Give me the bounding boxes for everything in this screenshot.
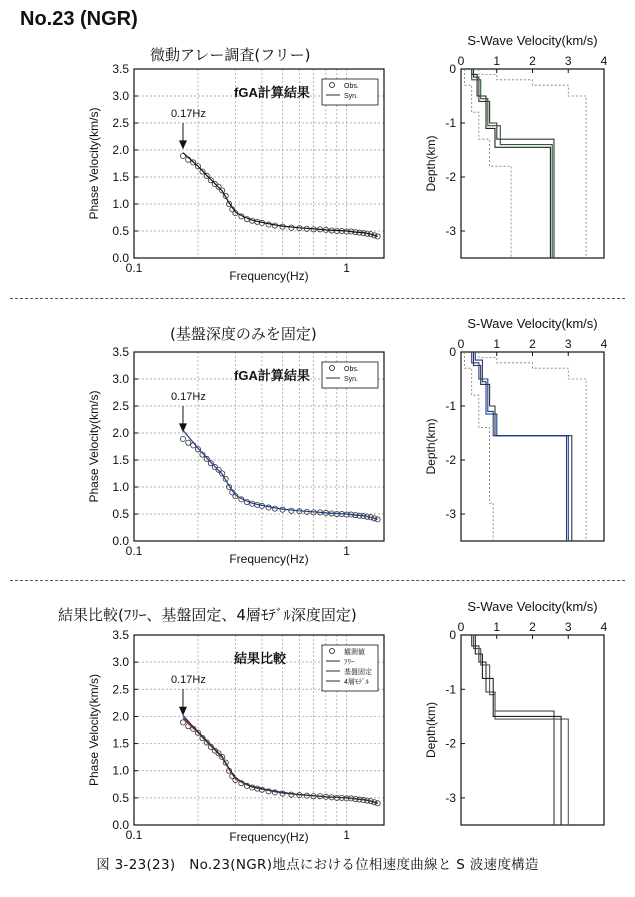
p2-ytick-0: 0.0 bbox=[112, 534, 129, 548]
p2-ytick-7: 3.5 bbox=[112, 345, 129, 359]
p3-ytick-3: 1.5 bbox=[112, 736, 129, 751]
p1-ytick-2: 1.0 bbox=[112, 197, 129, 211]
v1-xtick-4: 4 bbox=[600, 54, 608, 68]
v2-profile-0 bbox=[472, 352, 569, 541]
separator-2 bbox=[10, 580, 625, 581]
v3-xtick-3: 3 bbox=[564, 620, 572, 634]
p3-ytick-6: 3.0 bbox=[112, 655, 129, 670]
v1-ytick-0: 0 bbox=[449, 62, 456, 76]
v3-xtick-0: 0 bbox=[457, 620, 465, 634]
v1-xtick-1: 1 bbox=[493, 54, 501, 68]
p3-xlabel: Frequency(Hz) bbox=[229, 830, 309, 844]
p3-legend-label-1: ﾌﾘｰ bbox=[344, 659, 355, 666]
v3-xtick-2: 2 bbox=[529, 620, 536, 634]
v2-xtick-2: 2 bbox=[529, 337, 536, 351]
p3-xtick-0: 0.1 bbox=[125, 828, 143, 842]
v2-xtick-0: 0 bbox=[457, 337, 465, 351]
v1-ytick-1: -1 bbox=[445, 116, 456, 130]
v3-profile-2 bbox=[475, 635, 561, 825]
v1-profile-0 bbox=[472, 69, 551, 258]
panel-1-title: 微動アレー調査(フリー) bbox=[150, 46, 311, 64]
p2-inner-title: fGA計算結果 bbox=[234, 368, 310, 383]
p1-xtick-0: 0.1 bbox=[125, 261, 143, 275]
v1-title: S-Wave Velocity(km/s) bbox=[467, 33, 598, 48]
p1-ytick-0: 0.0 bbox=[112, 251, 129, 265]
panel-3-title: 結果比較(ﾌﾘｰ、基盤固定、4層ﾓﾃﾞﾙ深度固定) bbox=[58, 606, 357, 624]
p2-ylabel: Phase Velocity(km/s) bbox=[87, 390, 101, 503]
p2-ytick-5: 2.5 bbox=[112, 399, 129, 413]
p3-annotation-arrowhead bbox=[179, 707, 187, 716]
v2-ytick-1: -1 bbox=[445, 399, 456, 413]
p2-ytick-6: 3.0 bbox=[112, 372, 129, 386]
p1-syn-line-1 bbox=[183, 153, 378, 237]
p3-legend-label-3: 4層ﾓﾃﾞﾙ bbox=[344, 679, 369, 686]
p1-xlabel: Frequency(Hz) bbox=[229, 269, 309, 283]
p2-xlabel: Frequency(Hz) bbox=[229, 552, 309, 566]
v1-ytick-2: -2 bbox=[445, 170, 456, 184]
v1-profile-3 bbox=[465, 69, 512, 258]
p1-ylabel: Phase Velocity(km/s) bbox=[87, 107, 101, 220]
v2-profile-2 bbox=[475, 352, 566, 541]
p1-ytick-7: 3.5 bbox=[112, 62, 129, 76]
p1-ytick-3: 1.5 bbox=[112, 170, 129, 184]
v3-xtick-1: 1 bbox=[493, 620, 501, 634]
v1-xtick-0: 0 bbox=[457, 54, 465, 68]
v2-title: S-Wave Velocity(km/s) bbox=[467, 316, 598, 331]
v2-xtick-4: 4 bbox=[600, 337, 608, 351]
v2-ytick-3: -3 bbox=[445, 507, 456, 521]
v3-profile-0 bbox=[472, 635, 554, 825]
p1-legend-label-0: Obs. bbox=[344, 83, 359, 90]
v2-ytick-0: 0 bbox=[449, 345, 456, 359]
v3-ytick-2: -2 bbox=[445, 736, 456, 751]
p1-inner-title: fGA計算結果 bbox=[234, 85, 310, 100]
p2-ytick-3: 1.5 bbox=[112, 453, 129, 467]
v1-xtick-2: 2 bbox=[529, 54, 536, 68]
v2-profile-4 bbox=[479, 352, 586, 541]
v3-ytick-3: -3 bbox=[445, 790, 456, 805]
p3-legend-label-2: 基盤固定 bbox=[344, 669, 372, 676]
separator-1 bbox=[10, 298, 625, 299]
p1-ytick-4: 2.0 bbox=[112, 143, 129, 157]
p3-ytick-2: 1.0 bbox=[112, 763, 129, 778]
v2-xtick-3: 3 bbox=[564, 337, 572, 351]
p2-ytick-2: 1.0 bbox=[112, 480, 129, 494]
v2-xtick-1: 1 bbox=[493, 337, 501, 351]
p3-xtick-1: 1 bbox=[343, 828, 350, 842]
p1-legend-label-1: Syn. bbox=[344, 93, 359, 100]
p3-ytick-7: 3.5 bbox=[112, 628, 129, 642]
p3-ytick-5: 2.5 bbox=[112, 682, 129, 697]
v2-ytick-2: -2 bbox=[445, 453, 456, 467]
p3-annotation: 0.17Hz bbox=[170, 674, 206, 686]
v2-profile-3 bbox=[465, 352, 494, 541]
p3-syn-line-1 bbox=[183, 719, 378, 803]
p1-annotation: 0.17Hz bbox=[170, 108, 206, 120]
v1-ytick-3: -3 bbox=[445, 224, 456, 238]
figure-caption: 図 3-23(23) No.23(NGR)地点における位相速度曲線と S 波速度構造 bbox=[96, 857, 539, 873]
p2-ytick-4: 2.0 bbox=[112, 426, 129, 440]
p3-ytick-0: 0.0 bbox=[112, 818, 129, 832]
p1-xtick-1: 1 bbox=[343, 261, 350, 275]
p3-ylabel: Phase Velocity(km/s) bbox=[87, 673, 101, 787]
v3-title: S-Wave Velocity(km/s) bbox=[467, 599, 598, 614]
page-title: No.23 (NGR) bbox=[20, 8, 138, 30]
p3-syn-line-2 bbox=[183, 715, 378, 803]
v1-xtick-3: 3 bbox=[564, 54, 572, 68]
p1-ytick-1: 0.5 bbox=[112, 224, 129, 238]
v1-plot-frame bbox=[461, 69, 604, 258]
v3-ytick-1: -1 bbox=[445, 682, 456, 697]
v3-xtick-4: 4 bbox=[600, 620, 608, 634]
p2-legend-label-0: Obs. bbox=[344, 366, 359, 373]
p2-annotation: 0.17Hz bbox=[170, 391, 206, 403]
v1-profile-2 bbox=[472, 69, 553, 258]
p3-syn-line-3 bbox=[183, 718, 378, 804]
v1-profile-4 bbox=[479, 69, 586, 258]
p2-syn-line-1 bbox=[183, 430, 378, 519]
p3-ytick-1: 0.5 bbox=[112, 790, 129, 805]
p2-legend-label-1: Syn. bbox=[344, 376, 359, 383]
p3-ytick-4: 2.0 bbox=[112, 709, 129, 724]
p1-annotation-arrowhead bbox=[179, 140, 187, 149]
p3-inner-title: 結果比較 bbox=[234, 651, 287, 666]
p3-legend-label-0: 観測値 bbox=[344, 649, 365, 656]
panel-2-title: (基盤深度のみを固定) bbox=[170, 325, 317, 343]
p2-obs-point-1 bbox=[186, 440, 191, 445]
p2-xtick-1: 1 bbox=[343, 544, 350, 558]
v3-ytick-0: 0 bbox=[449, 628, 456, 642]
p2-ytick-1: 0.5 bbox=[112, 507, 129, 521]
p1-ytick-6: 3.0 bbox=[112, 89, 129, 103]
v2-ylabel: Depth(km) bbox=[424, 418, 438, 475]
v1-ylabel: Depth(km) bbox=[424, 135, 438, 192]
p2-obs-point-0 bbox=[180, 436, 185, 441]
p1-ytick-5: 2.5 bbox=[112, 116, 129, 130]
p2-xtick-0: 0.1 bbox=[125, 544, 143, 558]
v3-ylabel: Depth(km) bbox=[424, 701, 438, 759]
